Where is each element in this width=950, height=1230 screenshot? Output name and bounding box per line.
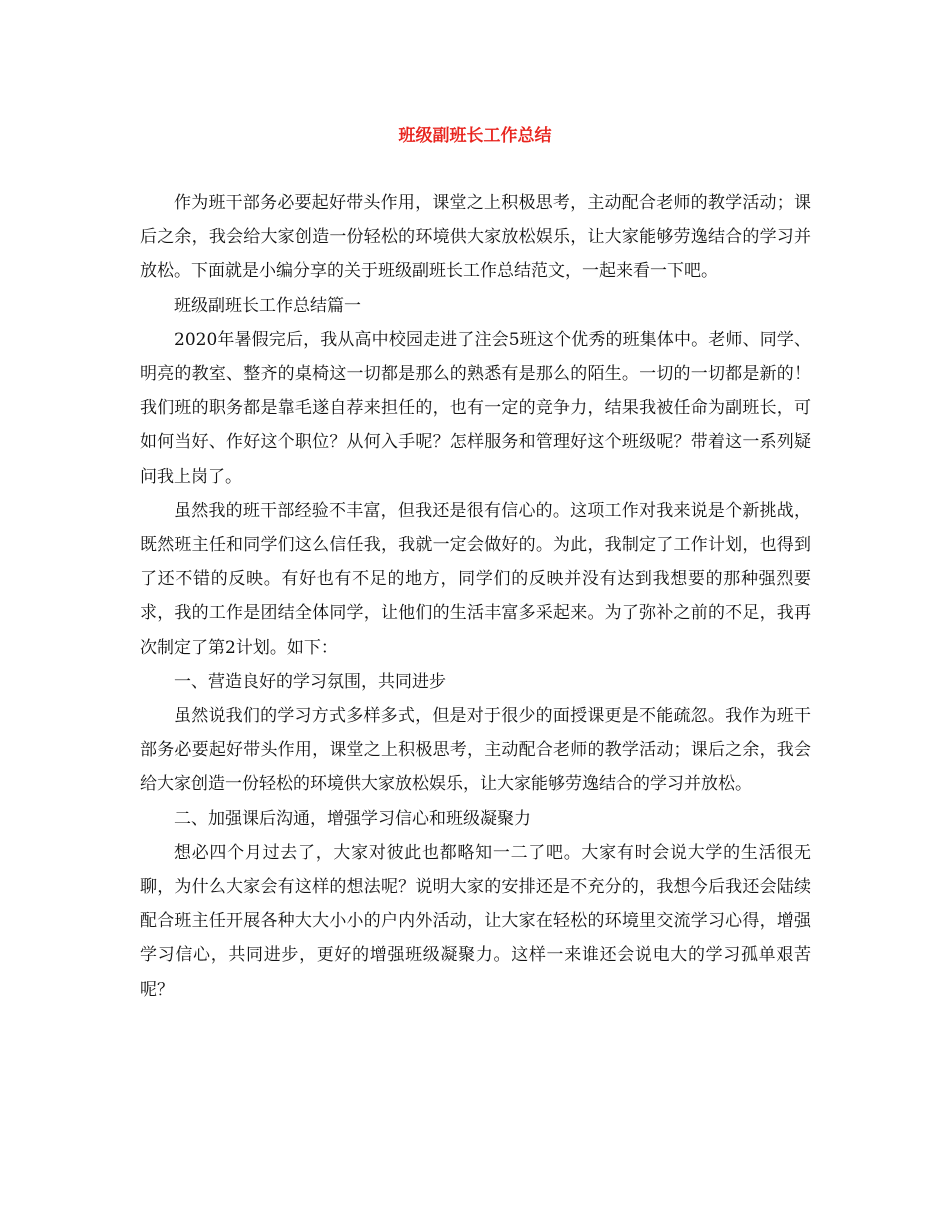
section-heading-item-one: 一、营造良好的学习氛围，共同进步 xyxy=(174,671,446,692)
paragraph-confidence: 虽然我的班干部经验不丰富，但我还是很有信心的。这项工作对我来说是个新挑战，既然班主任和同学们这么信任我，我就一定会做好的。为此，我制定了工作计划，也得到了还不错的反映。有好也有不足的地方，同学们的反映并没有达到我想要的那种强烈要求，我的工作是团结全体同学，让他们的生活丰富多采起来。为了弥补之前的不足，我再次制定了第2计划。如下： xyxy=(140,500,811,658)
paragraph-study-atmosphere: 虽然说我们的学习方式多样多式，但是对于很少的面授课更是不能疏忽。我作为班干部务必要起好带头作用，课堂之上积极思考，主动配合老师的教学活动；课后之余，我会给大家创造一份轻松的环境供大家放松娱乐，让大家能够劳逸结合的学习并放松。 xyxy=(140,706,811,795)
document-body xyxy=(140,186,811,1007)
paragraph-arrival: 2020年暑假完后，我从高中校园走进了注会5班这个优秀的班集体中。老师、同学、明亮的教室、整齐的桌椅这一切都是那么的熟悉有是那么的陌生。一切的一切都是新的！我们班的职务都是靠毛遂自荐来担任的，也有一定的竞争力，结果我被任命为副班长，可如何当好、作好这个职位？从何入手呢？怎样服务和管理好这个班级呢？带着这一系列疑问我上岗了。 xyxy=(140,329,811,487)
section-heading-item-two: 二、加强课后沟通，增强学习信心和班级凝聚力 xyxy=(174,808,531,829)
paragraph-intro: 作为班干部务必要起好带头作用，课堂之上积极思考，主动配合老师的教学活动；课后之余，我会给大家创造一份轻松的环境供大家放松娱乐，让大家能够劳逸结合的学习并放松。下面就是小编分享的关于班级副班长工作总结范文，一起来看一下吧。 xyxy=(140,193,811,282)
paragraph-communication: 想必四个月过去了，大家对彼此也都略知一二了吧。大家有时会说大学的生活很无聊，为什么大家会有这样的想法呢？说明大家的安排还是不充分的，我想今后我还会陆续配合班主任开展各种大大小小的户内外活动，让大家在轻松的环境里交流学习心得，增强学习信心，共同进步，更好的增强班级凝聚力。这样一来谁还会说电大的学习孤单艰苦呢？ xyxy=(140,842,811,1000)
document-title: 班级副班长工作总结 xyxy=(398,126,552,146)
section-heading-part-one: 班级副班长工作总结篇一 xyxy=(174,295,361,316)
